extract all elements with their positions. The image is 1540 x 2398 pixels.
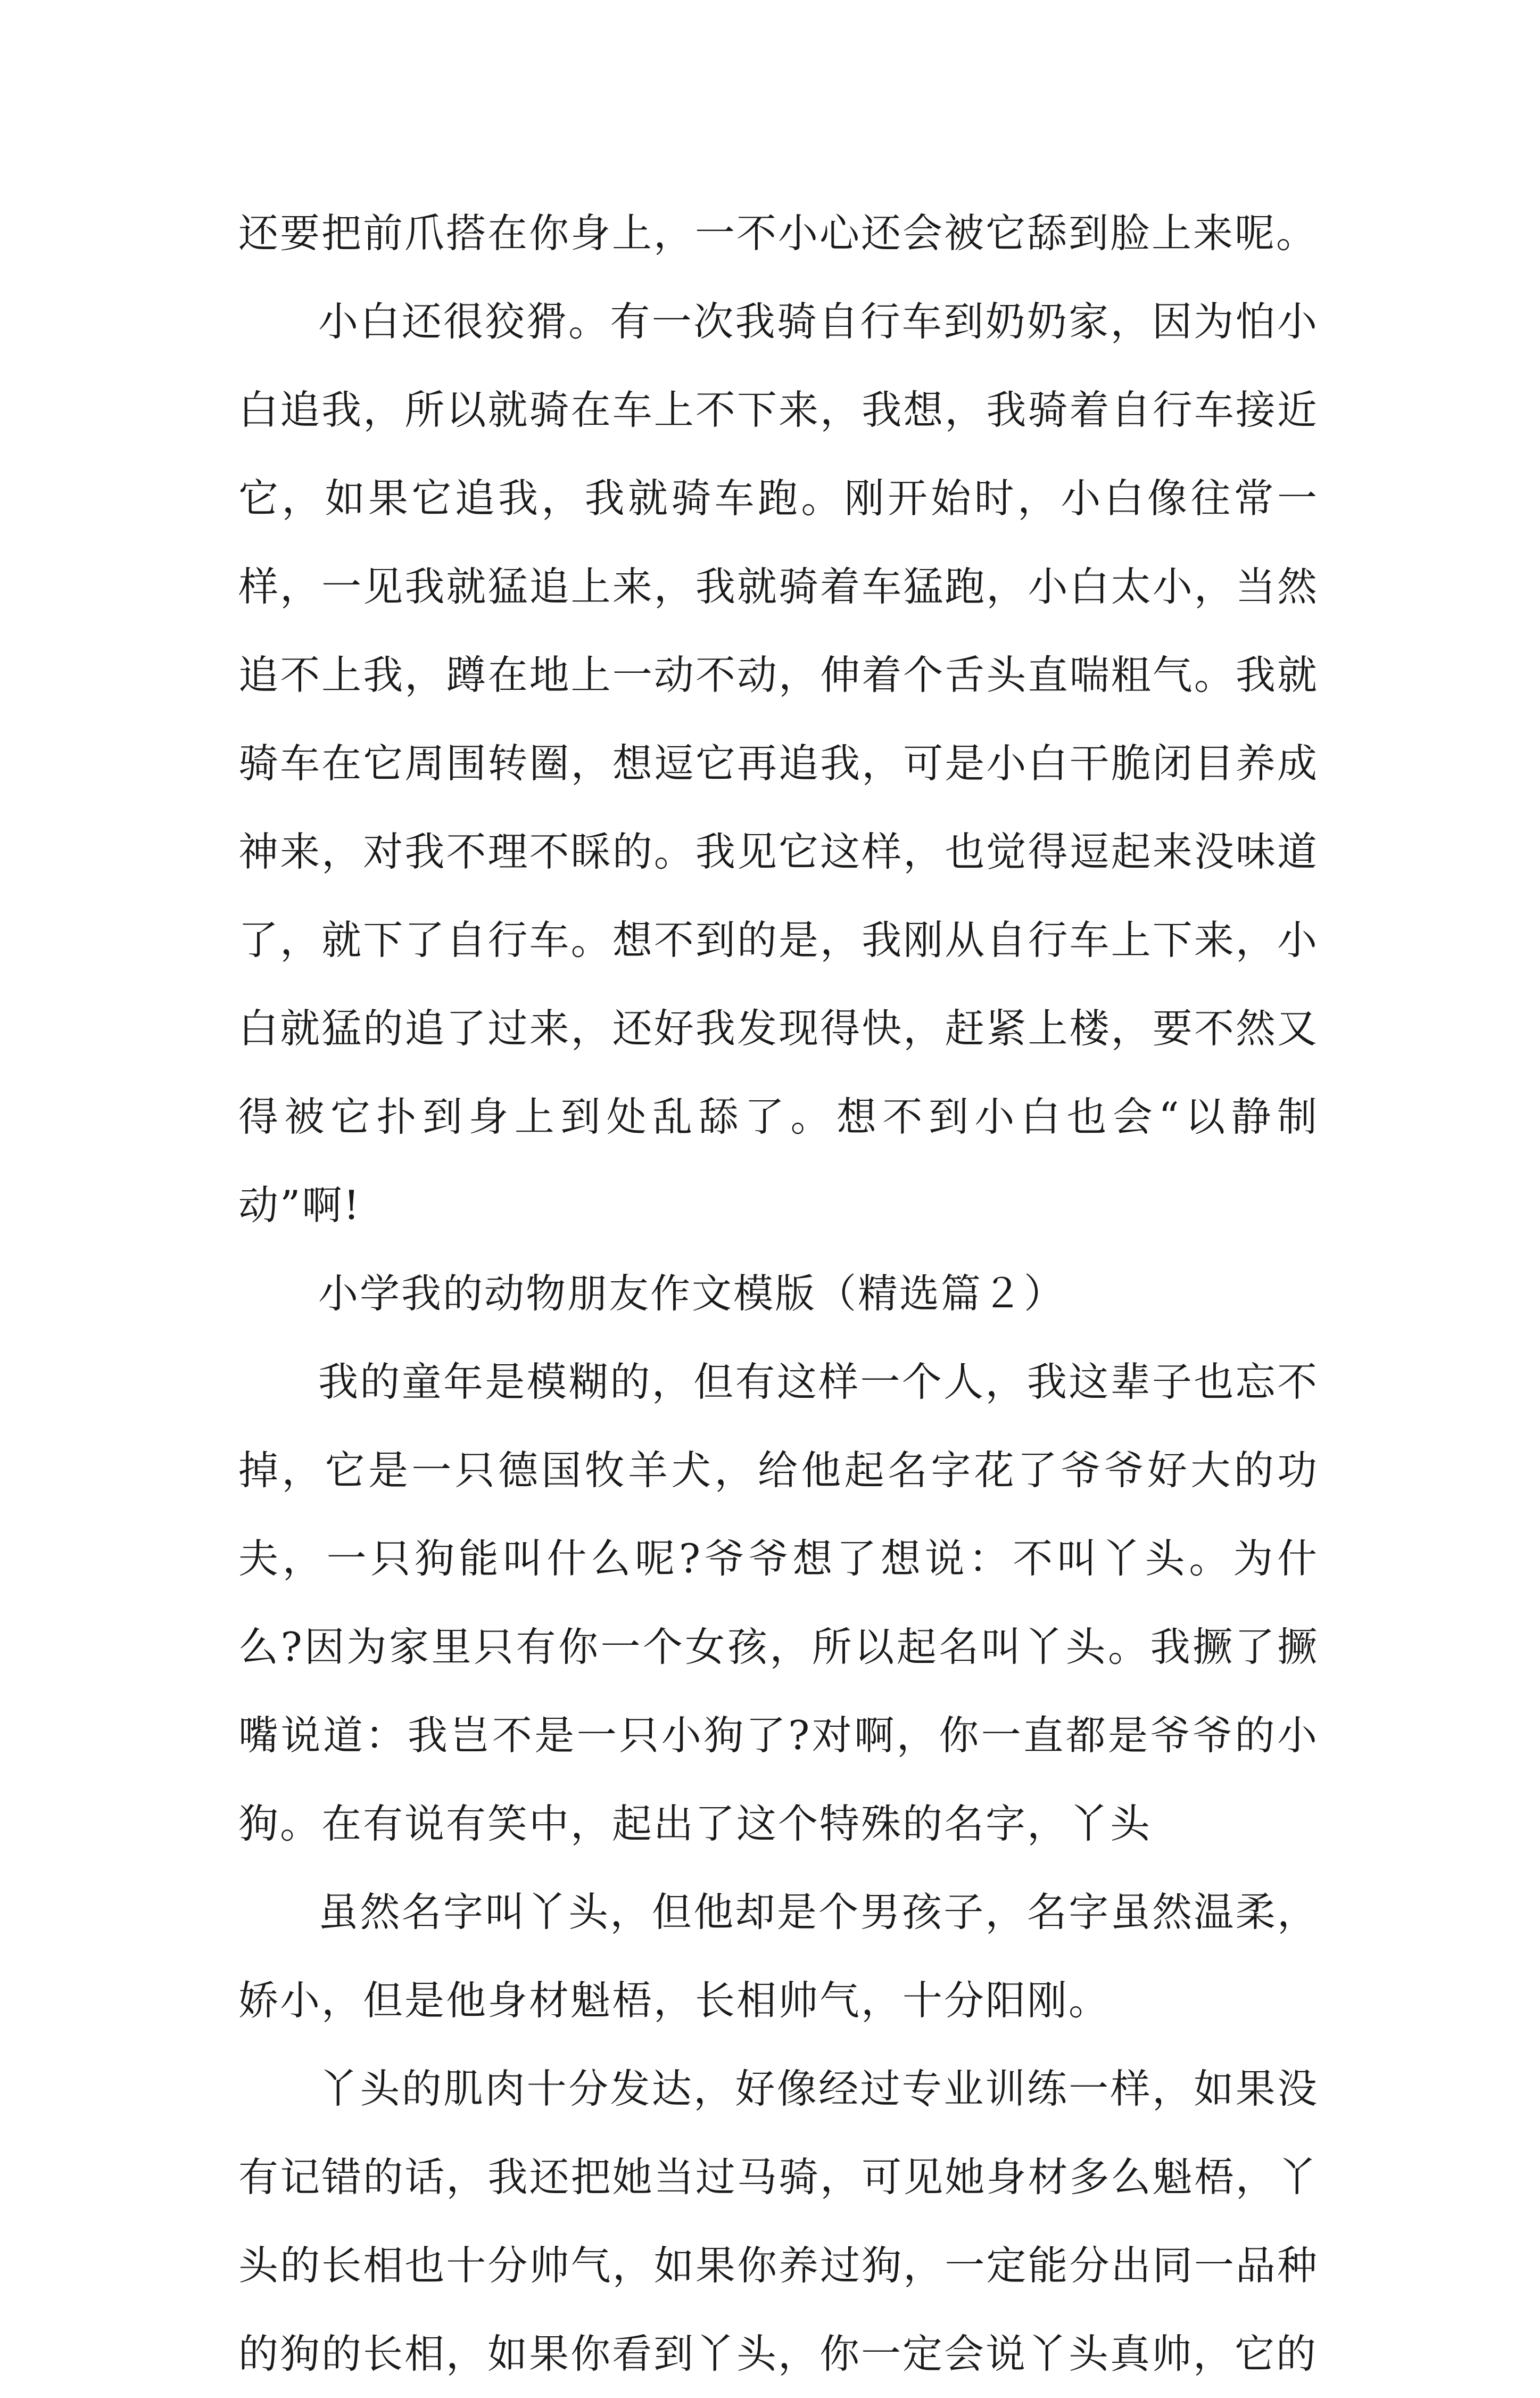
paragraph-yatou-muscles: 丫头的肌肉十分发达，好像经过专业训练一样，如果没有记错的话，我还把她当过马骑，可见她身材多么魁梧，丫头的长相也十分帅气，如果你养过狗，一定能分出同一品种的狗的长相，如果你看到丫头，你一定会说丫头真帅，它的 bbox=[238, 2065, 1319, 2377]
paragraph-yatou-naming: 我的童年是模糊的，但有这样一个人，我这辈子也忘不掉，它是一只德国牧羊犬，给他起名字花了爷爷好大的功夫，一只狗能叫什么呢?爷爷想了想说：不叫丫头。为什么?因为家里只有你一个女孩，所以起名叫丫头。我撅了撅嘴说道：我岂不是一只小狗了?对啊，你一直都是爷爷的小狗。在有说有笑中，起出了这个特殊的名字，丫头 bbox=[238, 1358, 1319, 1847]
paragraph-yatou-boy: 虽然名字叫丫头，但他却是个男孩子，名字虽然温柔，娇小，但是他身材魁梧，长相帅气，十分阳刚。 bbox=[238, 1889, 1319, 2024]
paragraph-xiaobai-cunning: 小白还很狡猾。有一次我骑自行车到奶奶家，因为怕小白追我，所以就骑在车上不下来，我想，我骑着自行车接近它，如果它追我，我就骑车跑。刚开始时，小白像往常一样，一见我就猛追上来，我就骑着车猛跑，小白太小，当然追不上我，蹲在地上一动不动，伸着个舌头直喘粗气。我就骑车在它周围转圈，想逗它再追我，可是小白干脆闭目养成神来，对我不理不睬的。我见它这样，也觉得逗起来没味道了，就下了自行车。想不到的是，我刚从自行车上下来，小白就猛的追了过来，还好我发现得快，赶紧上楼，要不然又得被它扑到身上到处乱舔了。想不到小白也会“以静制动”啊! bbox=[238, 298, 1319, 1229]
document-body bbox=[238, 189, 1319, 2398]
paragraph-continuation: 还要把前爪搭在你身上，一不小心还会被它舔到脸上来呢。 bbox=[238, 210, 1318, 257]
section-heading: 小学我的动物朋友作文模版（精选篇２） bbox=[318, 1270, 1066, 1317]
